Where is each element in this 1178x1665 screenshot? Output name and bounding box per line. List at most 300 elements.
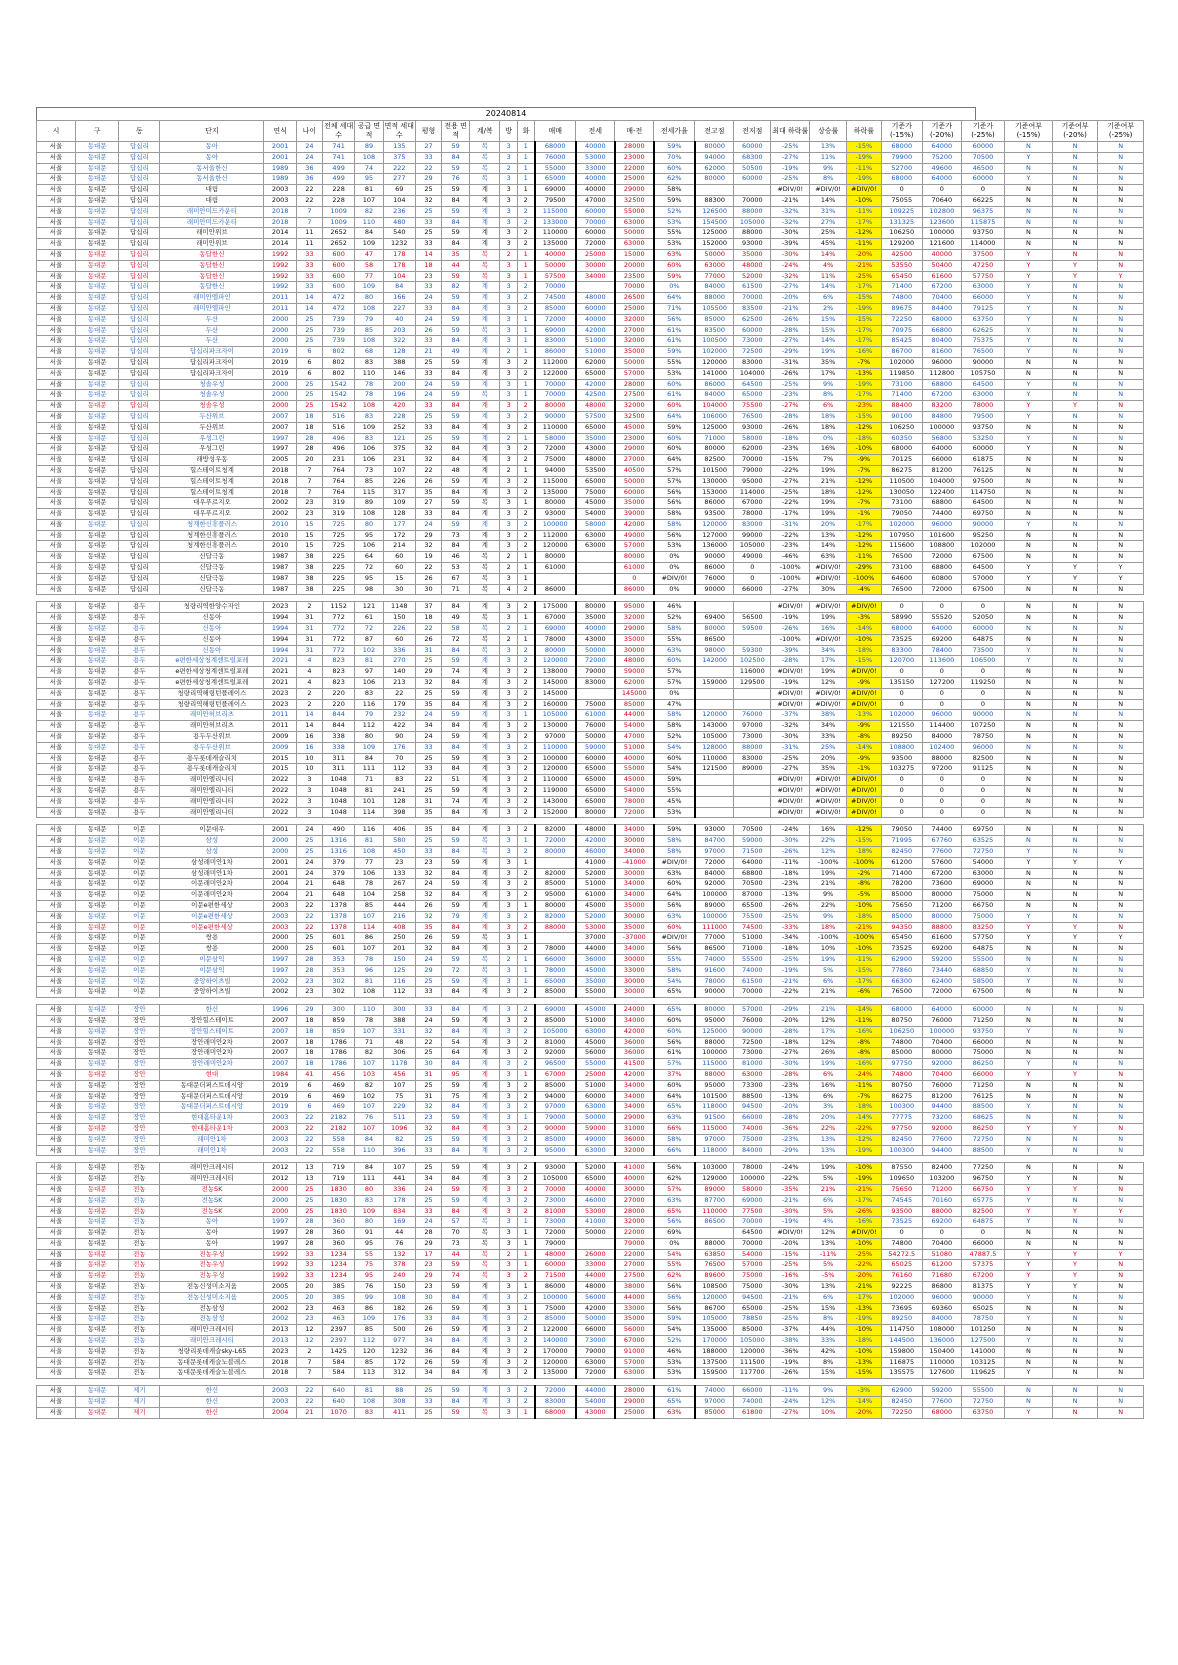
table-cell bbox=[734, 688, 771, 699]
table-cell: 2003 bbox=[264, 1397, 296, 1408]
table-cell: 2 bbox=[517, 890, 534, 901]
table-row bbox=[37, 260, 1144, 271]
table-cell: 동대문 bbox=[75, 163, 118, 174]
table-cell: 80000 bbox=[695, 1005, 734, 1016]
table-cell: 24 bbox=[416, 1015, 442, 1026]
table-cell: 3 bbox=[500, 1292, 517, 1303]
table-cell: 73440 bbox=[922, 965, 961, 976]
table-cell: 0 bbox=[922, 807, 961, 818]
table-cell: 복 bbox=[470, 1407, 500, 1418]
table-cell: 64875 bbox=[961, 1217, 1004, 1228]
table-cell: 계 bbox=[470, 239, 500, 250]
table-cell: 2011 bbox=[264, 303, 296, 314]
table-cell: 1987 bbox=[264, 573, 296, 584]
table-cell: 82 bbox=[355, 1048, 383, 1059]
table-cell: -16% bbox=[847, 1059, 882, 1070]
table-cell: 378 bbox=[383, 1260, 415, 1271]
table-cell: 중앙하이츠빌 bbox=[160, 976, 264, 987]
table-cell: N bbox=[1098, 1102, 1144, 1113]
table-cell: 신답극동 bbox=[160, 563, 264, 574]
table-cell: Y bbox=[1005, 519, 1053, 530]
table-cell: 49600 bbox=[922, 163, 961, 174]
table-cell: 2001 bbox=[264, 857, 296, 868]
table-cell: 81 bbox=[355, 836, 383, 847]
table-cell: 844 bbox=[322, 710, 354, 721]
table-cell: 59 bbox=[442, 142, 470, 153]
table-row bbox=[37, 1249, 1144, 1260]
table-cell: 102000 bbox=[881, 519, 922, 530]
table-cell: 3 bbox=[500, 1303, 517, 1314]
table-cell: 현대홈타운1차 bbox=[160, 1123, 264, 1134]
table-cell: 장안 bbox=[119, 1145, 160, 1156]
table-cell: 2003 bbox=[264, 911, 296, 922]
table-cell: -28% bbox=[771, 325, 810, 336]
table-cell: 59300 bbox=[734, 645, 771, 656]
table-cell: 서울 bbox=[37, 1292, 76, 1303]
table-cell: 8% bbox=[810, 1357, 847, 1368]
table-cell: 70125 bbox=[881, 455, 922, 466]
table-cell: 2652 bbox=[322, 239, 354, 250]
table-cell: 86500 bbox=[695, 944, 734, 955]
table-cell: 41000 bbox=[576, 1217, 615, 1228]
table-cell: 3 bbox=[500, 786, 517, 797]
table-cell: -11% bbox=[847, 206, 882, 217]
table-cell: 2019 bbox=[264, 1102, 296, 1113]
table-cell: 102400 bbox=[922, 742, 961, 753]
table-cell: -23% bbox=[771, 390, 810, 401]
table-cell: -32% bbox=[771, 217, 810, 228]
table-cell: 장안힐스테이트 bbox=[160, 1015, 264, 1026]
table-cell: 32000 bbox=[615, 613, 654, 624]
table-cell: 31 bbox=[416, 796, 442, 807]
table-cell: 18% bbox=[810, 487, 847, 498]
table-cell: 이문 bbox=[119, 890, 160, 901]
table-cell: 55% bbox=[654, 228, 695, 239]
table-row bbox=[37, 519, 1144, 530]
table-cell: 3 bbox=[500, 1260, 517, 1271]
table-cell: 25 bbox=[296, 314, 322, 325]
table-cell: 용두 bbox=[119, 613, 160, 624]
table-cell: 서울 bbox=[37, 1005, 76, 1016]
table-cell: Y bbox=[1005, 563, 1053, 574]
table-cell: 계 bbox=[470, 206, 500, 217]
table-cell: 동대문 bbox=[75, 1195, 118, 1206]
table-cell: 2019 bbox=[264, 368, 296, 379]
table-cell: -11% bbox=[847, 239, 882, 250]
table-cell: 동대문 bbox=[75, 509, 118, 520]
table-cell: 82500 bbox=[695, 455, 734, 466]
table-cell: 3 bbox=[500, 857, 517, 868]
table-cell: 서울 bbox=[37, 573, 76, 584]
table-cell: 3 bbox=[500, 1336, 517, 1347]
table-cell: 서울 bbox=[37, 379, 76, 390]
table-cell: -12% bbox=[847, 825, 882, 836]
table-row bbox=[37, 584, 1144, 595]
table-cell: 76500 bbox=[695, 1260, 734, 1271]
table-cell: 80000 bbox=[695, 174, 734, 185]
table-cell: -30% bbox=[771, 249, 810, 260]
table-cell: 용두 bbox=[119, 678, 160, 689]
table-cell: 1992 bbox=[264, 271, 296, 282]
table-cell: 62625 bbox=[961, 325, 1004, 336]
table-cell: 70000 bbox=[734, 195, 771, 206]
table-cell: 답십리 bbox=[119, 152, 160, 163]
table-cell: 67200 bbox=[961, 1271, 1004, 1282]
table-row bbox=[37, 965, 1144, 976]
table-cell: N bbox=[1052, 519, 1097, 530]
table-cell: N bbox=[1098, 1080, 1144, 1091]
table-cell: 44 bbox=[442, 1249, 470, 1260]
table-cell: -19% bbox=[847, 174, 882, 185]
table-cell: 59 bbox=[442, 271, 470, 282]
table-cell: 3 bbox=[500, 775, 517, 786]
table-cell: 서울 bbox=[37, 836, 76, 847]
table-cell: 106 bbox=[355, 868, 383, 879]
table-cell: N bbox=[1098, 1336, 1144, 1347]
table-cell: 58% bbox=[654, 710, 695, 721]
table-cell: 25 bbox=[296, 1206, 322, 1217]
table-cell: 82000 bbox=[535, 911, 576, 922]
table-cell: N bbox=[1052, 1174, 1097, 1185]
table-cell: 동대문 bbox=[75, 552, 118, 563]
table-cell: 84 bbox=[442, 401, 470, 412]
table-cell: 전농우성 bbox=[160, 1271, 264, 1282]
table-cell: 1542 bbox=[322, 390, 354, 401]
table-cell: 32 bbox=[416, 868, 442, 879]
table-cell: -27% bbox=[771, 282, 810, 293]
table-cell: 33 bbox=[416, 764, 442, 775]
table-cell: 101 bbox=[355, 796, 383, 807]
table-row bbox=[37, 944, 1144, 955]
table-cell: N bbox=[1098, 185, 1144, 196]
table-cell: 1997 bbox=[264, 1228, 296, 1239]
table-cell: N bbox=[1098, 879, 1144, 890]
table-cell: 226 bbox=[383, 476, 415, 487]
table-cell: 22% bbox=[810, 836, 847, 847]
table-cell: 계 bbox=[470, 347, 500, 358]
table-cell: 59 bbox=[442, 1357, 470, 1368]
table-cell: 93000 bbox=[695, 825, 734, 836]
table-cell: 2010 bbox=[264, 519, 296, 530]
table-cell: 3 bbox=[500, 836, 517, 847]
table-cell: 2013 bbox=[264, 1336, 296, 1347]
table-cell: 답십리 bbox=[119, 174, 160, 185]
table-cell: 3 bbox=[500, 314, 517, 325]
table-cell: 0 bbox=[881, 667, 922, 678]
table-cell: 40000 bbox=[535, 249, 576, 260]
table-cell: 72000 bbox=[922, 552, 961, 563]
table-cell: 59 bbox=[442, 379, 470, 390]
table-cell: -39% bbox=[771, 239, 810, 250]
table-cell: 이문e편한세상 bbox=[160, 900, 264, 911]
table-cell: 73100 bbox=[881, 498, 922, 509]
table-cell: 동대문 bbox=[75, 613, 118, 624]
table-cell: 78 bbox=[355, 1015, 383, 1026]
table-cell: 92225 bbox=[881, 1282, 922, 1293]
table-cell: 23500 bbox=[615, 271, 654, 282]
table-cell: 2 bbox=[517, 1080, 534, 1091]
table-cell: N bbox=[1052, 775, 1097, 786]
table-cell: 3 bbox=[500, 1386, 517, 1397]
table-cell: 두산 bbox=[160, 336, 264, 347]
table-cell: 51000 bbox=[576, 1080, 615, 1091]
table-cell: 11 bbox=[296, 228, 322, 239]
table-cell: 2014 bbox=[264, 239, 296, 250]
table-cell: N bbox=[1098, 260, 1144, 271]
table-cell: 50000 bbox=[615, 357, 654, 368]
table-row bbox=[37, 699, 1144, 710]
table-cell: 120000 bbox=[695, 519, 734, 530]
table-cell: 172 bbox=[383, 1357, 415, 1368]
table-cell: 50000 bbox=[615, 228, 654, 239]
table-cell: 33000 bbox=[615, 1303, 654, 1314]
table-cell: 70000 bbox=[734, 987, 771, 998]
table-cell bbox=[576, 1238, 615, 1249]
table-cell: 45% bbox=[810, 239, 847, 250]
table-cell: 86500 bbox=[695, 1217, 734, 1228]
table-cell bbox=[734, 786, 771, 797]
table-cell: 답십리 bbox=[119, 584, 160, 595]
table-cell: -7% bbox=[847, 498, 882, 509]
table-cell: N bbox=[1005, 688, 1053, 699]
table-cell: 108 bbox=[355, 847, 383, 858]
table-cell: 2 bbox=[517, 721, 534, 732]
table-cell: 83 bbox=[355, 357, 383, 368]
table-cell: 3 bbox=[500, 260, 517, 271]
table-cell: 서울 bbox=[37, 584, 76, 595]
table-cell: 답십리 bbox=[119, 336, 160, 347]
table-cell: 동대문 bbox=[75, 825, 118, 836]
table-cell: 32000 bbox=[615, 1217, 654, 1228]
table-cell: 60% bbox=[654, 401, 695, 412]
table-cell: 3 bbox=[500, 293, 517, 304]
table-cell: N bbox=[1005, 786, 1053, 797]
table-cell: 3 bbox=[500, 879, 517, 890]
table-cell: 30 bbox=[416, 1292, 442, 1303]
table-cell: -12% bbox=[847, 541, 882, 552]
table-cell: 13% bbox=[810, 142, 847, 153]
table-cell: 85 bbox=[355, 1325, 383, 1336]
table-cell: 73300 bbox=[734, 1080, 771, 1091]
table-cell: 68850 bbox=[961, 965, 1004, 976]
table-cell: 답십리 bbox=[119, 142, 160, 153]
table-cell: N bbox=[1052, 325, 1097, 336]
table-cell: 120000 bbox=[734, 1346, 771, 1357]
table-cell: 95000 bbox=[535, 1145, 576, 1156]
table-cell: 59 bbox=[442, 933, 470, 944]
table-cell: N bbox=[1005, 667, 1053, 678]
table-cell: 동대문 bbox=[75, 1163, 118, 1174]
table-cell: 3 bbox=[500, 530, 517, 541]
table-cell bbox=[734, 602, 771, 613]
table-cell: N bbox=[1005, 879, 1053, 890]
table-cell: 0% bbox=[654, 584, 695, 595]
table-cell: 56% bbox=[654, 530, 695, 541]
table-cell: 이문 bbox=[119, 933, 160, 944]
table-cell: 13% bbox=[810, 1145, 847, 1156]
table-cell: 57000 bbox=[615, 1357, 654, 1368]
table-cell: 계 bbox=[470, 314, 500, 325]
table-cell: 33000 bbox=[576, 1260, 615, 1271]
table-cell: 2002 bbox=[264, 509, 296, 520]
table-cell: 2 bbox=[517, 922, 534, 933]
table-cell: 25% bbox=[810, 228, 847, 239]
table-cell: 23 bbox=[416, 857, 442, 868]
table-cell: 2003 bbox=[264, 1386, 296, 1397]
table-cell: 20 bbox=[296, 1282, 322, 1293]
table-cell: 3 bbox=[500, 152, 517, 163]
table-cell: N bbox=[1052, 1102, 1097, 1113]
table-cell: 277 bbox=[383, 174, 415, 185]
table-cell: 서울 bbox=[37, 1346, 76, 1357]
table-cell: 3 bbox=[500, 933, 517, 944]
table-row bbox=[37, 602, 1144, 613]
table-cell: 75650 bbox=[881, 1184, 922, 1195]
table-cell: 장안래미안2차 bbox=[160, 1059, 264, 1070]
table-cell: 772 bbox=[322, 624, 354, 635]
table-cell: N bbox=[1052, 541, 1097, 552]
table-cell: 35000 bbox=[615, 347, 654, 358]
table-cell: -9% bbox=[847, 721, 882, 732]
table-cell: 답십리 bbox=[119, 552, 160, 563]
table-cell: -30% bbox=[771, 228, 810, 239]
table-cell: -22% bbox=[847, 1260, 882, 1271]
table-cell: 61875 bbox=[961, 455, 1004, 466]
table-cell: 88000 bbox=[695, 1037, 734, 1048]
table-cell: 169 bbox=[383, 1217, 415, 1228]
table-cell: 동대문 bbox=[75, 1260, 118, 1271]
table-cell: 76125 bbox=[961, 465, 1004, 476]
table-cell: 53500 bbox=[576, 465, 615, 476]
table-cell: 110000 bbox=[535, 742, 576, 753]
table-cell: 95 bbox=[355, 1238, 383, 1249]
table-cell: 동대문 bbox=[75, 1357, 118, 1368]
table-cell: 54272.5 bbox=[881, 1249, 922, 1260]
table-cell: 용두 bbox=[119, 721, 160, 732]
table-cell: 35 bbox=[416, 807, 442, 818]
table-cell: 63000 bbox=[734, 1069, 771, 1080]
table-cell: Y bbox=[1005, 1026, 1053, 1037]
table-cell: 66000 bbox=[961, 293, 1004, 304]
table-cell: 26 bbox=[416, 933, 442, 944]
table-cell: 3 bbox=[500, 922, 517, 933]
table-cell: 57% bbox=[654, 476, 695, 487]
table-cell: 107 bbox=[355, 1123, 383, 1134]
table-cell: 동아 bbox=[160, 1228, 264, 1239]
table-cell: 18% bbox=[810, 411, 847, 422]
table-cell: 용두 bbox=[119, 645, 160, 656]
table-cell: 1 bbox=[517, 185, 534, 196]
table-cell: 2 bbox=[517, 1037, 534, 1048]
table-cell: N bbox=[1052, 487, 1097, 498]
table-cell: 서울 bbox=[37, 868, 76, 879]
table-cell: 54000 bbox=[576, 509, 615, 520]
table-cell: 24 bbox=[416, 390, 442, 401]
table-cell: 1 bbox=[517, 573, 534, 584]
table-cell: 25 bbox=[416, 1386, 442, 1397]
table-cell: 59 bbox=[442, 1260, 470, 1271]
table-cell: 16 bbox=[296, 732, 322, 743]
table-cell: 81000 bbox=[734, 1059, 771, 1070]
table-cell: 70000 bbox=[535, 1184, 576, 1195]
table-cell: Y bbox=[1052, 563, 1097, 574]
table-cell: 42000 bbox=[576, 379, 615, 390]
table-cell: 42500 bbox=[576, 390, 615, 401]
table-cell: 답십리파크자이 bbox=[160, 347, 264, 358]
table-cell: 0 bbox=[734, 573, 771, 584]
table-cell: N bbox=[1098, 710, 1144, 721]
table-cell: 68300 bbox=[734, 152, 771, 163]
table-cell: 서울 bbox=[37, 1059, 76, 1070]
table-cell: 93500 bbox=[695, 509, 734, 520]
table-cell: 3 bbox=[500, 710, 517, 721]
table-cell: N bbox=[1052, 433, 1097, 444]
table-cell: 56000 bbox=[615, 1325, 654, 1336]
table-cell: 59 bbox=[442, 228, 470, 239]
table-cell: 동대문 bbox=[75, 1048, 118, 1059]
table-cell: 93500 bbox=[881, 753, 922, 764]
table-cell: 30000 bbox=[576, 260, 615, 271]
table-cell: N bbox=[1005, 825, 1053, 836]
table-cell: 0 bbox=[881, 807, 922, 818]
table-cell: 27000 bbox=[615, 1260, 654, 1271]
table-cell: 17% bbox=[810, 656, 847, 667]
table-cell: 25 bbox=[416, 688, 442, 699]
table-cell: 2000 bbox=[264, 1184, 296, 1195]
table-cell: -19% bbox=[771, 613, 810, 624]
table-cell: 1997 bbox=[264, 965, 296, 976]
table-cell: 59 bbox=[442, 498, 470, 509]
table-cell: N bbox=[1052, 976, 1097, 987]
table-cell: 서울 bbox=[37, 1134, 76, 1145]
table-cell: 계 bbox=[470, 401, 500, 412]
table-cell: 용두 bbox=[119, 656, 160, 667]
table-cell: 105000 bbox=[535, 1026, 576, 1037]
table-cell: 서울 bbox=[37, 807, 76, 818]
table-cell: -15% bbox=[847, 142, 882, 153]
table-row bbox=[37, 357, 1144, 368]
table-cell: 82400 bbox=[922, 1163, 961, 1174]
table-cell: 23 bbox=[416, 1282, 442, 1293]
table-cell: 63% bbox=[654, 249, 695, 260]
table-cell: 3 bbox=[500, 573, 517, 584]
table-cell: 150 bbox=[383, 1282, 415, 1293]
table-cell: N bbox=[1052, 347, 1097, 358]
table-cell: 3 bbox=[500, 455, 517, 466]
table-cell: 129500 bbox=[734, 678, 771, 689]
table-cell: N bbox=[1098, 487, 1144, 498]
table-cell: 83 bbox=[355, 1195, 383, 1206]
table-row bbox=[37, 742, 1144, 753]
table-cell: 84 bbox=[442, 1336, 470, 1347]
table-cell: Y bbox=[1005, 390, 1053, 401]
table-cell: 85000 bbox=[615, 699, 654, 710]
table-row bbox=[37, 1037, 1144, 1048]
table-cell: 동대문 bbox=[75, 1080, 118, 1091]
table-cell: 계 bbox=[470, 656, 500, 667]
table-cell: N bbox=[1052, 656, 1097, 667]
table-cell: Y bbox=[1005, 271, 1053, 282]
table-cell: 계 bbox=[470, 1397, 500, 1408]
table-cell: #DIV/0! bbox=[771, 699, 810, 710]
column-header: 전세 bbox=[576, 121, 615, 142]
table-cell: 96375 bbox=[961, 206, 1004, 217]
table-cell: 용두 bbox=[119, 753, 160, 764]
table-cell: -21% bbox=[771, 1195, 810, 1206]
table-cell: 48000 bbox=[576, 401, 615, 412]
table-cell: N bbox=[1098, 1314, 1144, 1325]
table-cell: 120700 bbox=[881, 656, 922, 667]
